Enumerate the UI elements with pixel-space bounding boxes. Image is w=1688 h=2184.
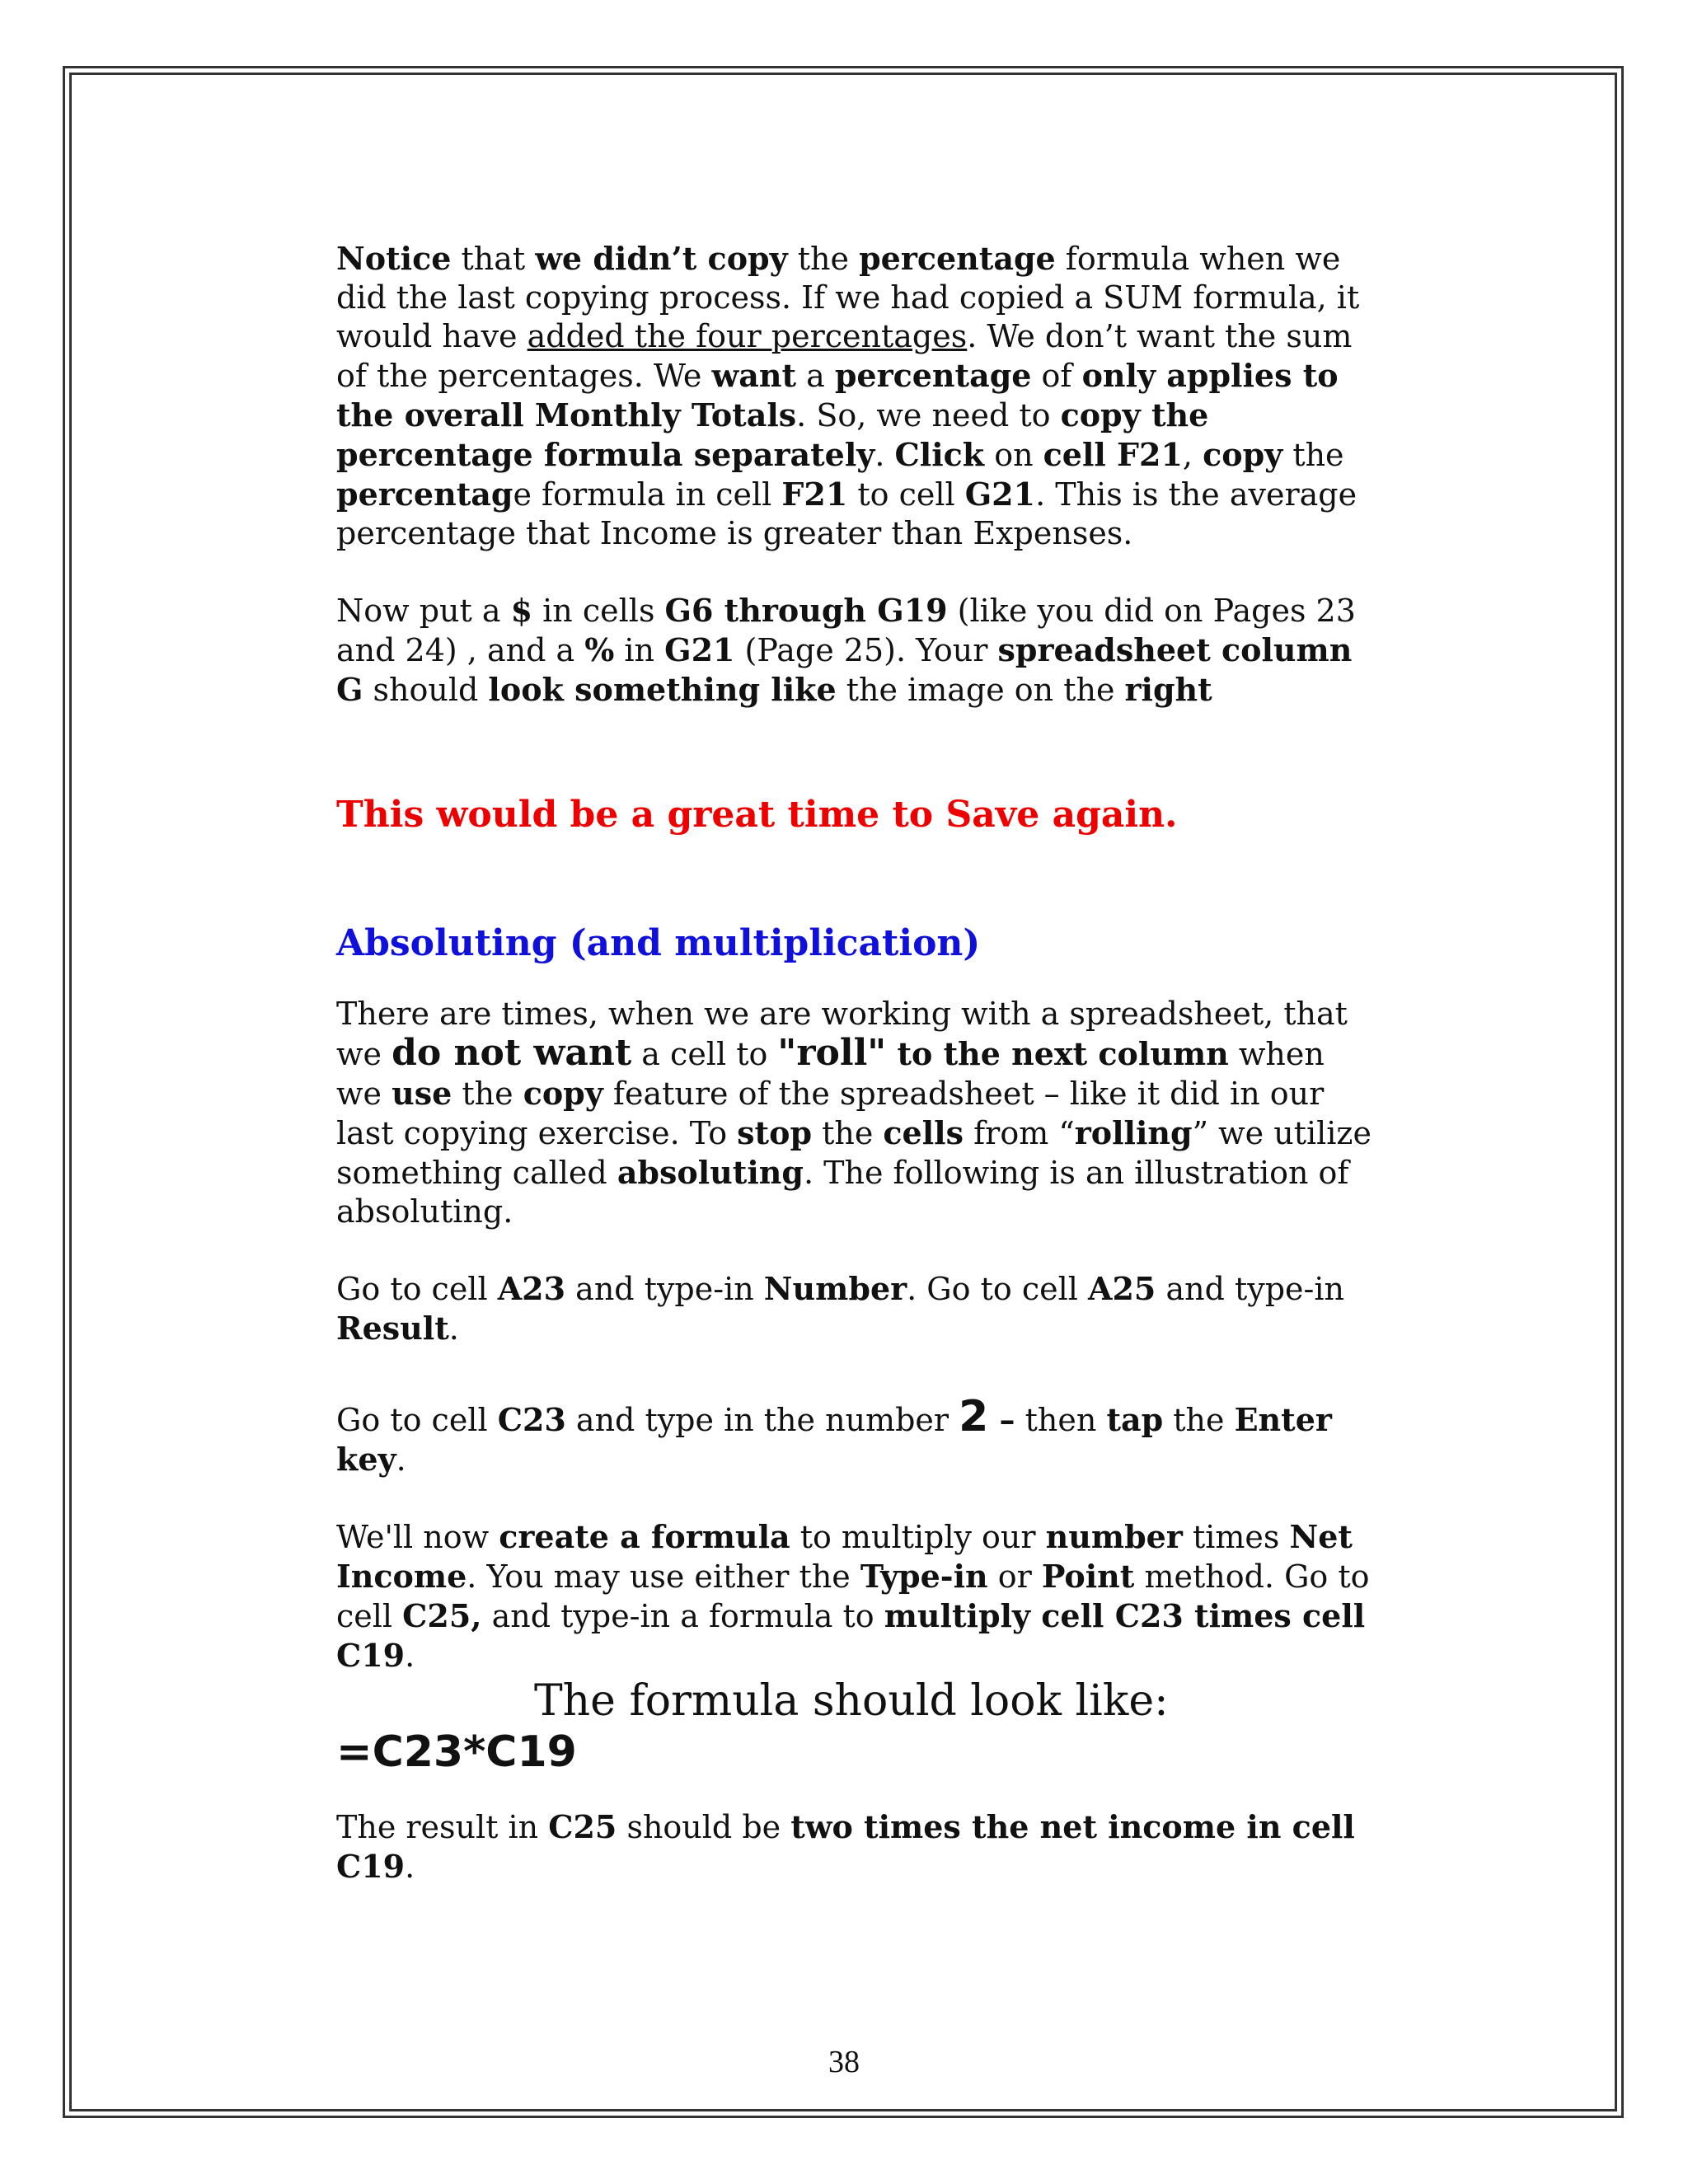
paragraph-absoluting-intro: There are times, when we are working with a spreadsheet, that we do not want a cell to "roll" to the next column when we use the copy feature of the spreadsheet – like it did in our last copying exercise. To stop the cells from “rolling” we utilize something called absoluting. The following is an illustration of absoluting.: [336, 996, 1372, 1230]
paragraph-labels: Go to cell A23 and type-in Number. Go to cell A25 and type-in Result.: [336, 1270, 1345, 1347]
paragraph-create-formula: We'll now create a formula to multiply our number times Net Income. You may use either the Type-in or Point method. Go to cell C25, and type-in a formula to multiply cell C23 times cell C19.: [336, 1518, 1370, 1674]
section-heading: Absoluting (and multiplication): [336, 922, 981, 964]
paragraph-currency-format: Now put a $ in cells G6 through G19 (like you did on Pages 23 and 24) , and a % in G21 (Page 25). Your spreadsheet column G should look something like the image on the right: [336, 592, 1356, 708]
formula-intro: The formula should look like:: [534, 1676, 1169, 1726]
paragraph-notice: Notice that we didn’t copy the percentage formula when we did the last copying process. If we had copied a SUM formula, it would have added the four percentages. We don’t want the sum of the percentages. We want a percentage of only applies to the overall Monthly Totals. So, we need to copy the percentage formula separately. Click on cell F21, copy the percentage formula in cell F21 to cell G21. This is the average percentage that Income is greater than Expenses.: [336, 240, 1360, 551]
page-number: 38: [828, 2045, 860, 2079]
paragraph-enter-number: Go to cell C23 and type in the number 2 – then tap the Enter key.: [336, 1392, 1332, 1478]
page-content: [336, 239, 1375, 1886]
formula-example: =C23*C19: [336, 1727, 577, 1777]
paragraph-result: The result in C25 should be two times the net income in cell C19.: [336, 1808, 1355, 1885]
save-notice: This would be a great time to Save again.: [336, 794, 1178, 836]
